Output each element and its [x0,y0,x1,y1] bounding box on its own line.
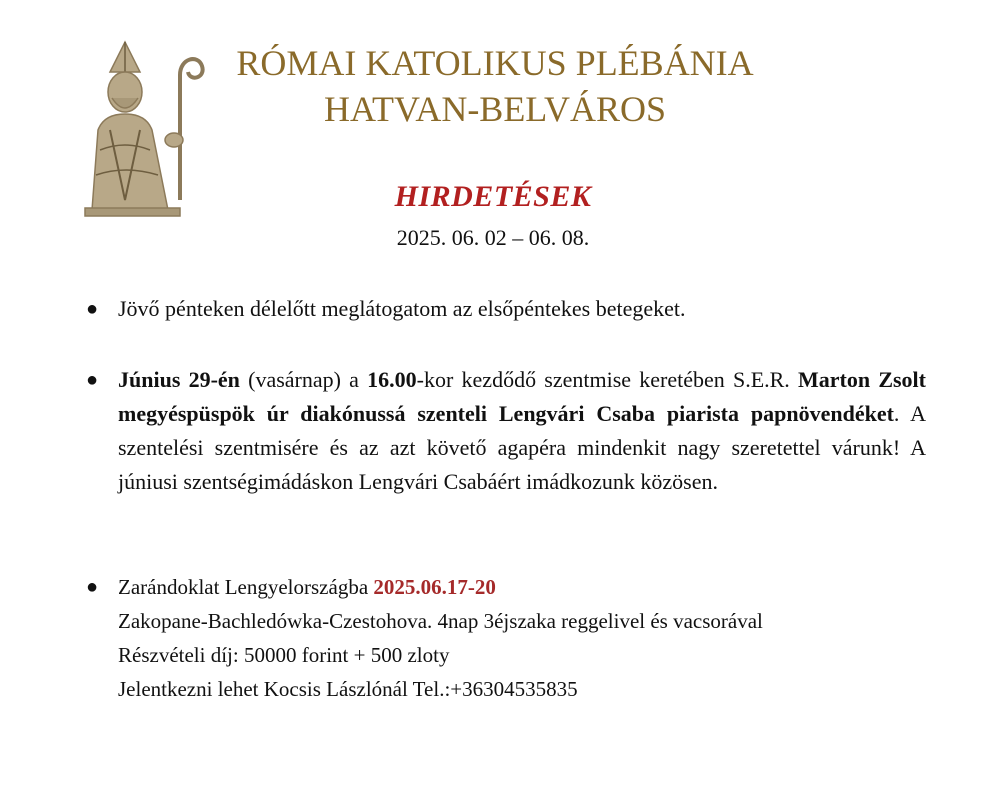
parish-title [175,40,815,132]
pilgrimage-contact: Jelentkezni lehet Kocsis Lászlónál Tel.:+36304535835 [118,677,578,701]
pilgrimage-route: Zakopane-Bachledówka-Czestohova. 4nap 3éjszaka reggelivel és vacsorával [118,609,763,633]
announcement-2-date: Június 29-én [118,367,240,392]
announcement-1-text: Jövő pénteken délelőtt meglátogatom az elsőpéntekes betegeket. [118,296,686,321]
announcement-2-day: (vasárnap) a [239,367,368,392]
announcement-item-3 [118,570,926,706]
announcement-2-text-a: -kor kezdődő szentmise keretében S.E.R. [416,367,799,392]
announcement-2-text-c: . A szentelési szentmisére és az azt követő agapéra mindenkit nagy szeretettel várunk! A júniusi szentségimádáskon Lengvári Csabáért imádkozunk közösen. [118,401,926,494]
pilgrimage-title: Zarándoklat Lengyelországba [118,575,374,599]
announcement-item-2 [118,363,926,499]
notice-date-range: 2025. 06. 02 – 06. 08. [396,225,590,250]
bullet-icon: ● [86,298,99,320]
parish-title-line2: HATVAN-BELVÁROS [323,89,667,129]
announcement-2-ordination: Marton Zsolt megyéspüspök úr diakónussá szenteli Lengvári Csaba piarista papnövendéket [118,367,926,426]
notice-heading: HIRDETÉSEK [394,180,592,213]
bullet-icon: ● [86,369,99,391]
bullet-icon: ● [86,576,99,598]
pilgrimage-date: 2025.06.17-20 [373,575,496,599]
pilgrimage-fee: Részvételi díj: 50000 forint + 500 zloty [118,643,450,667]
parish-title-line1: RÓMAI KATOLIKUS PLÉBÁNIA [236,43,754,83]
announcement-item-1 [118,292,926,326]
announcement-2-time: 16.00 [367,367,417,392]
